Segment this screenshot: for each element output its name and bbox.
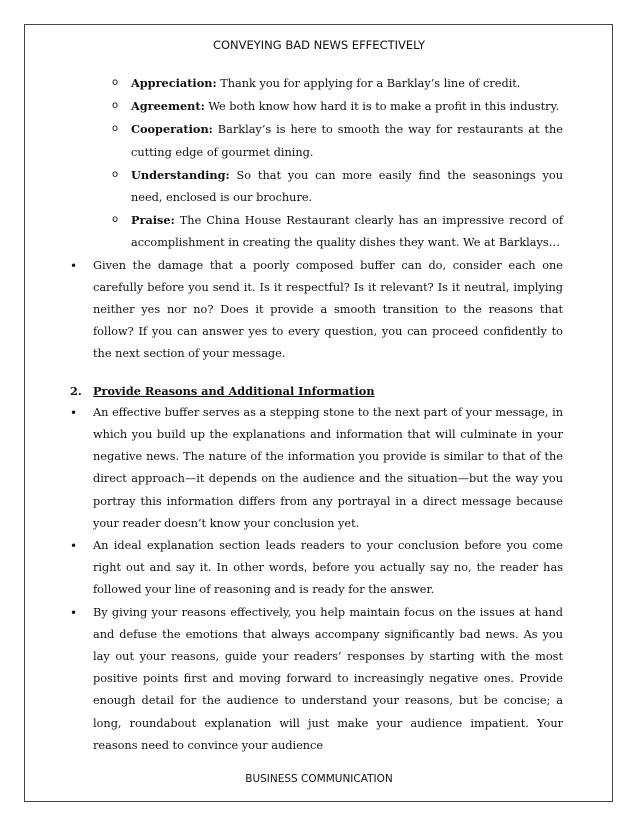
circle-bullet-icon: o [112, 168, 119, 180]
sub-item-term: Agreement: [131, 99, 205, 114]
circle-bullet-icon: o [112, 77, 119, 88]
page-header: CONVEYING BAD NEWS EFFECTIVELY [212, 38, 426, 52]
section-title: Provide Reasons and Additional Information [93, 383, 375, 398]
page-footer: BUSINESS COMMUNICATION [245, 773, 393, 785]
bullet-text: An effective buffer serves as a stepping stone to the next part of your message, in which you build up the explanations and information that will culminate in your negative news. The nature of the information you provide is similar to that of the direct approach—it depends on the audience and the situation—but the way you portray this information differs from any portrayal in a direct message because your reader doesn’t know your conclusion yet. [93, 405, 563, 530]
bullet-text: An ideal explanation section leads readers to your conclusion before you come right out and say it. In other words, before you actually say no, the reader has followed your line of reasoning and is ready for the answer. [93, 539, 563, 597]
circle-bullet-icon: o [112, 123, 119, 135]
sub-item-term: Understanding: [131, 167, 230, 182]
sub-item-text: The China House Restaurant clearly has an impressive record of accomplishment in creating the quality dishes they want. We at Barklays… [131, 214, 563, 250]
bullet-icon: • [70, 539, 78, 554]
circle-bullet-icon: o [112, 100, 119, 112]
bullet-icon: • [70, 405, 78, 420]
circle-bullet-icon: o [112, 214, 119, 226]
sub-item-cooperation [68, 118, 563, 163]
bullet-paragraph [68, 255, 563, 366]
document-body [68, 72, 563, 757]
sub-item-term: Praise: [131, 213, 175, 228]
sub-item-understanding [68, 164, 563, 209]
section-heading [68, 380, 563, 402]
section-number: 2. [70, 383, 82, 398]
sub-item-text: Barklay’s is here to smooth the way for restaurants at the cutting edge of gourmet dining. [131, 123, 563, 159]
bullet-text: By giving your reasons effectively, you help maintain focus on the issues at hand and defuse the emotions that always accompany significantly bad news. As you lay out your reasons, guide your readers’ responses by starting with the most positive points first and moving forward to increasingly negative ones. Provide enough detail for the audience to understand your reasons, but be concise; a long, roundabout explanation will just make your audience impatient. Your reasons need to convince your audience [93, 605, 563, 752]
bullet-paragraph [68, 402, 563, 535]
bullet-icon: • [70, 258, 78, 273]
bullet-paragraph [68, 535, 563, 602]
sub-item-text: Thank you for applying for a Barklay’s line of credit. [216, 77, 521, 90]
sub-item-term: Appreciation: [131, 76, 217, 90]
sub-item-praise [68, 209, 563, 254]
sub-item-appreciation [68, 72, 563, 95]
bullet-paragraph [68, 602, 563, 757]
bullet-text: Given the damage that a poorly composed buffer can do, consider each one carefully before you send it. Is it respectful? Is it relevant? Is it neutral, implying neither yes nor no? Does it provide a smooth transition to the reasons that follow? If you can answer yes to every question, you can proceed confidently to the next section of your message. [93, 258, 563, 361]
sub-item-text: So that you can more easily find the seasonings you need, enclosed is our brochure. [131, 168, 563, 205]
sub-item-text: We both know how hard it is to make a profit in this industry. [204, 100, 560, 114]
sub-item-agreement [68, 95, 563, 118]
sub-item-term: Cooperation: [131, 122, 213, 137]
bullet-icon: • [70, 605, 78, 620]
